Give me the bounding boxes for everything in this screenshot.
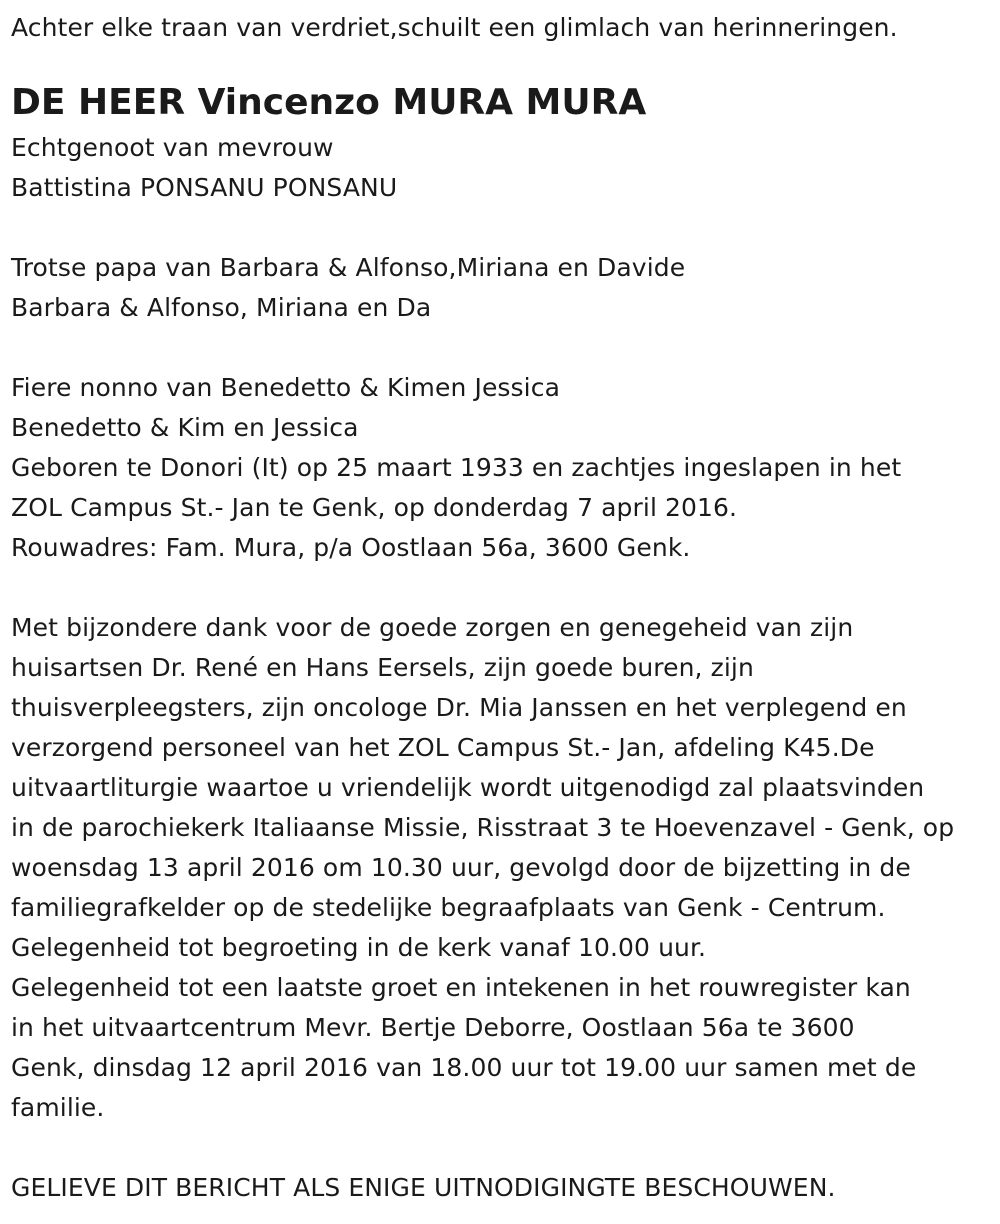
thanks-line: Genk, dinsdag 12 april 2016 van 18.00 uur tot 19.00 uur samen met de [11,1053,917,1082]
thanks-line: Met bijzondere dank voor de goede zorgen en genegeheid van zijn [11,613,854,642]
thanks-line: huisartsen Dr. René en Hans Eersels, zijn goede buren, zijn [11,653,754,682]
spacer [11,568,1000,608]
closing-notice: GELIEVE DIT BERICHT ALS ENIGE UITNODIGINGTE BESCHOUWEN. [11,1173,836,1202]
spacer [11,208,1000,248]
mourning-address-line: Rouwadres: Fam. Mura, p/a Oostlaan 56a, 3600 Genk. [11,533,691,562]
thanks-line: thuisverpleegsters, zijn oncologe Dr. Mia Janssen en het verplegend en [11,693,907,722]
grandchildren-line: Benedetto & Kim en Jessica [11,413,359,442]
grandchildren-line: Fiere nonno van Benedetto & Kimen Jessica [11,373,560,402]
spacer [11,328,1000,368]
spacer [11,48,1000,78]
thanks-line: familie. [11,1093,105,1122]
deceased-name: DE HEER Vincenzo MURA MURA [11,82,647,123]
children-line: Trotse papa van Barbara & Alfonso,Miriana en Davide [11,253,686,282]
birth-death-line: ZOL Campus St.- Jan te Genk, op donderdag 7 april 2016. [11,493,738,522]
spouse-line: Battistina PONSANU PONSANU [11,173,398,202]
spouse-line: Echtgenoot van mevrouw [11,133,334,162]
quote-text: Achter elke traan van verdriet,schuilt een glimlach van herinneringen. [11,13,898,42]
thanks-line: verzorgend personeel van het ZOL Campus St.- Jan, afdeling K45.De [11,733,875,762]
children-line: Barbara & Alfonso, Miriana en Da [11,293,432,322]
thanks-line: Gelegenheid tot begroeting in de kerk vanaf 10.00 uur. [11,933,707,962]
spacer [11,1128,1000,1168]
thanks-line: in de parochiekerk Italiaanse Missie, Risstraat 3 te Hoevenzavel - Genk, op [11,813,955,842]
birth-death-line: Geboren te Donori (It) op 25 maart 1933 en zachtjes ingeslapen in het [11,453,902,482]
thanks-line: woensdag 13 april 2016 om 10.30 uur, gevolgd door de bijzetting in de [11,853,911,882]
thanks-line: familiegrafkelder op de stedelijke begraafplaats van Genk - Centrum. [11,893,886,922]
thanks-line: in het uitvaartcentrum Mevr. Bertje Deborre, Oostlaan 56a te 3600 [11,1013,855,1042]
thanks-line: Gelegenheid tot een laatste groet en intekenen in het rouwregister kan [11,973,911,1002]
thanks-line: uitvaartliturgie waartoe u vriendelijk wordt uitgenodigd zal plaatsvinden [11,773,925,802]
